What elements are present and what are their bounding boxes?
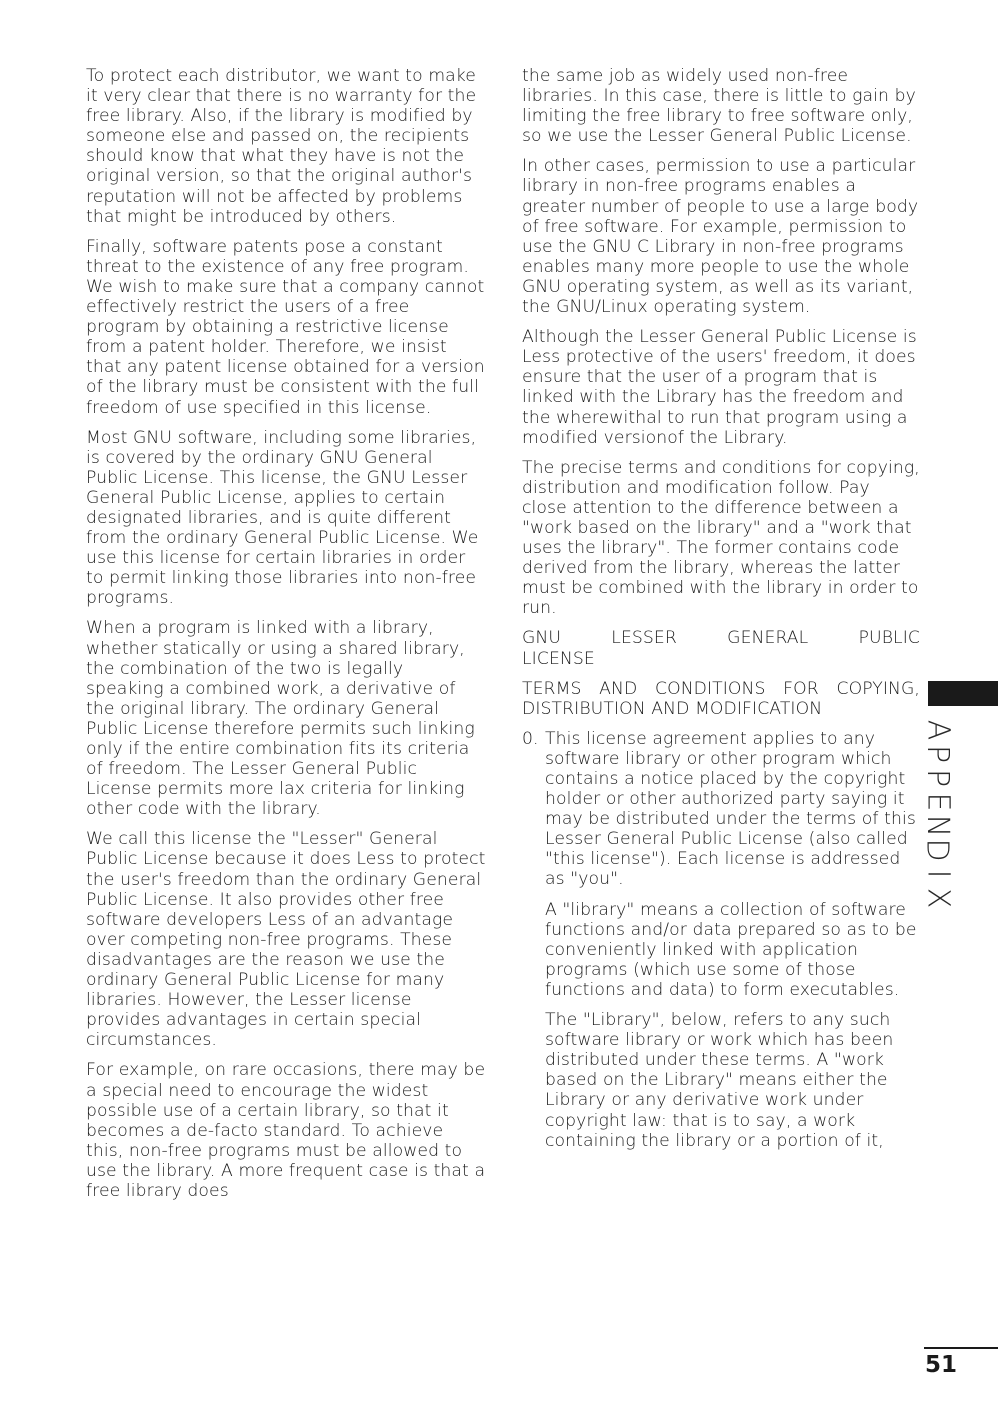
footer-divider bbox=[924, 1347, 998, 1349]
appendix-side-label bbox=[920, 718, 960, 910]
section-heading-terms bbox=[522, 679, 920, 719]
heading-line: GNU LESSER GENERAL PUBLIC bbox=[522, 628, 920, 649]
paragraph: Finally, software patents pose a constant threat to the existence of any free program. We wish to make sure that a company cannot effectively restrict the users of a free program by obtaining a restrictive license from a patent holder. Therefore, we insist that any patent license obtained for a version of the library must be consistent with the full freedom of use specified in this license. bbox=[86, 236, 485, 418]
item-body bbox=[545, 729, 920, 1161]
side-letter: P bbox=[920, 744, 955, 764]
paragraph: The precise terms and conditions for copying, distribution and modification follow. Pay close attention to the difference between a "work based on the library" and a "work that uses the library". The former contains code derived from the library, whereas the latter must be combined with the library in order to run. bbox=[522, 457, 920, 619]
paragraph: For example, on rare occasions, there may be a special need to encourage the widest possible use of a certain library, so that it becomes a de-facto standard. To achieve this, non-free programs must be allowed to use the library. A more frequent case is that a free library does bbox=[86, 1060, 486, 1201]
side-letter: E bbox=[920, 792, 955, 812]
section-tab-marker bbox=[928, 681, 998, 706]
item-number: 0. bbox=[522, 728, 539, 749]
side-letter: N bbox=[919, 814, 955, 838]
paragraph: Most GNU software, including some libraries, is covered by the ordinary GNU General Public License. This license, the GNU Lesser General Public License, applies to certain designated libraries, and is quite different from the ordinary General Public License. We use this license for certain libraries in order to permit linking those libraries into non-free programs. bbox=[86, 427, 479, 609]
section-heading-license bbox=[522, 628, 920, 668]
side-letter: D bbox=[919, 838, 955, 862]
paragraph: Although the Lesser General Public License is Less protective of the users' freedom, it does ensure that the user of a program that is linked with the Library has the freedom and the wherewithal to run that program using a modified versionof the Library. bbox=[522, 327, 917, 448]
paragraph: We call this license the "Lesser" General Public License because it does Less to protect the user's freedom than the ordinary General Public License. It also provides other free software developers Less of an advantage over competing non-free programs. These disadvantages are the reason we use the ordinary General Public License for many libraries. However, the Lesser license provides advantages in certain special circumstances. bbox=[86, 829, 486, 1051]
paragraph: When a program is linked with a library, whether statically or using a shared library, the combination of the two is legally speaking a combined work, a derivative of the original library. The ordinary General Public License therefore permits such linking only if the entire combination fits its criteria of freedom. The Lesser General Public License permits more lax criteria for linking other code with the library. bbox=[86, 618, 475, 820]
paragraph: A "library" means a collection of software functions and/or data prepared so as to be conveniently linked with application programs (which use some of those functions and data) to form executables. bbox=[545, 899, 917, 1000]
list-item-0 bbox=[522, 729, 920, 1161]
paragraph: The "Library", below, refers to any such software library or work which has been distributed under these terms. A "work based on the Library" means either the Library or any derivative work under copyright law: that is to say, a work containing the library or a portion of it, bbox=[545, 1010, 894, 1151]
paragraph: In other cases, permission to use a particular library in non-free programs enables a greater number of people to use a large body of free software. For example, permission to use the GNU C Library in non-free programs enables many more people to use the whole GNU operating system, as well as its variant, the GNU/Linux operating system. bbox=[522, 156, 919, 318]
side-letter: A bbox=[920, 719, 955, 741]
heading-line: LICENSE bbox=[522, 648, 595, 669]
side-letter: X bbox=[920, 887, 955, 909]
heading-line: DISTRIBUTION AND MODIFICATION bbox=[522, 698, 823, 719]
heading-line: TERMS AND CONDITIONS FOR COPYING, bbox=[522, 678, 920, 699]
paragraph: This license agreement applies to any software library or other program which contains a notice placed by the copyright holder or other authorized party saying it may be distributed under the terms of this Lesser General Public License (also called "this license"). Each license is addressed as "you". bbox=[545, 728, 916, 890]
page-number: 51 bbox=[925, 1352, 958, 1378]
side-letter: I bbox=[919, 869, 955, 879]
paragraph: the same job as widely used non-free libraries. In this case, there is little to gain by limiting the free library to free software only, so we use the Lesser General Public License. bbox=[522, 66, 916, 147]
paragraph: To protect each distributor, we want to make it very clear that there is no warranty for the free library. Also, if the library is modified by someone else and passed on, the recipients should know that what they have is not the original version, so that the original author's reputation will not be affected by problems that might be introduced by others. bbox=[86, 66, 477, 227]
left-column bbox=[86, 66, 486, 1211]
side-letter: P bbox=[920, 768, 955, 788]
right-column bbox=[522, 66, 920, 1171]
